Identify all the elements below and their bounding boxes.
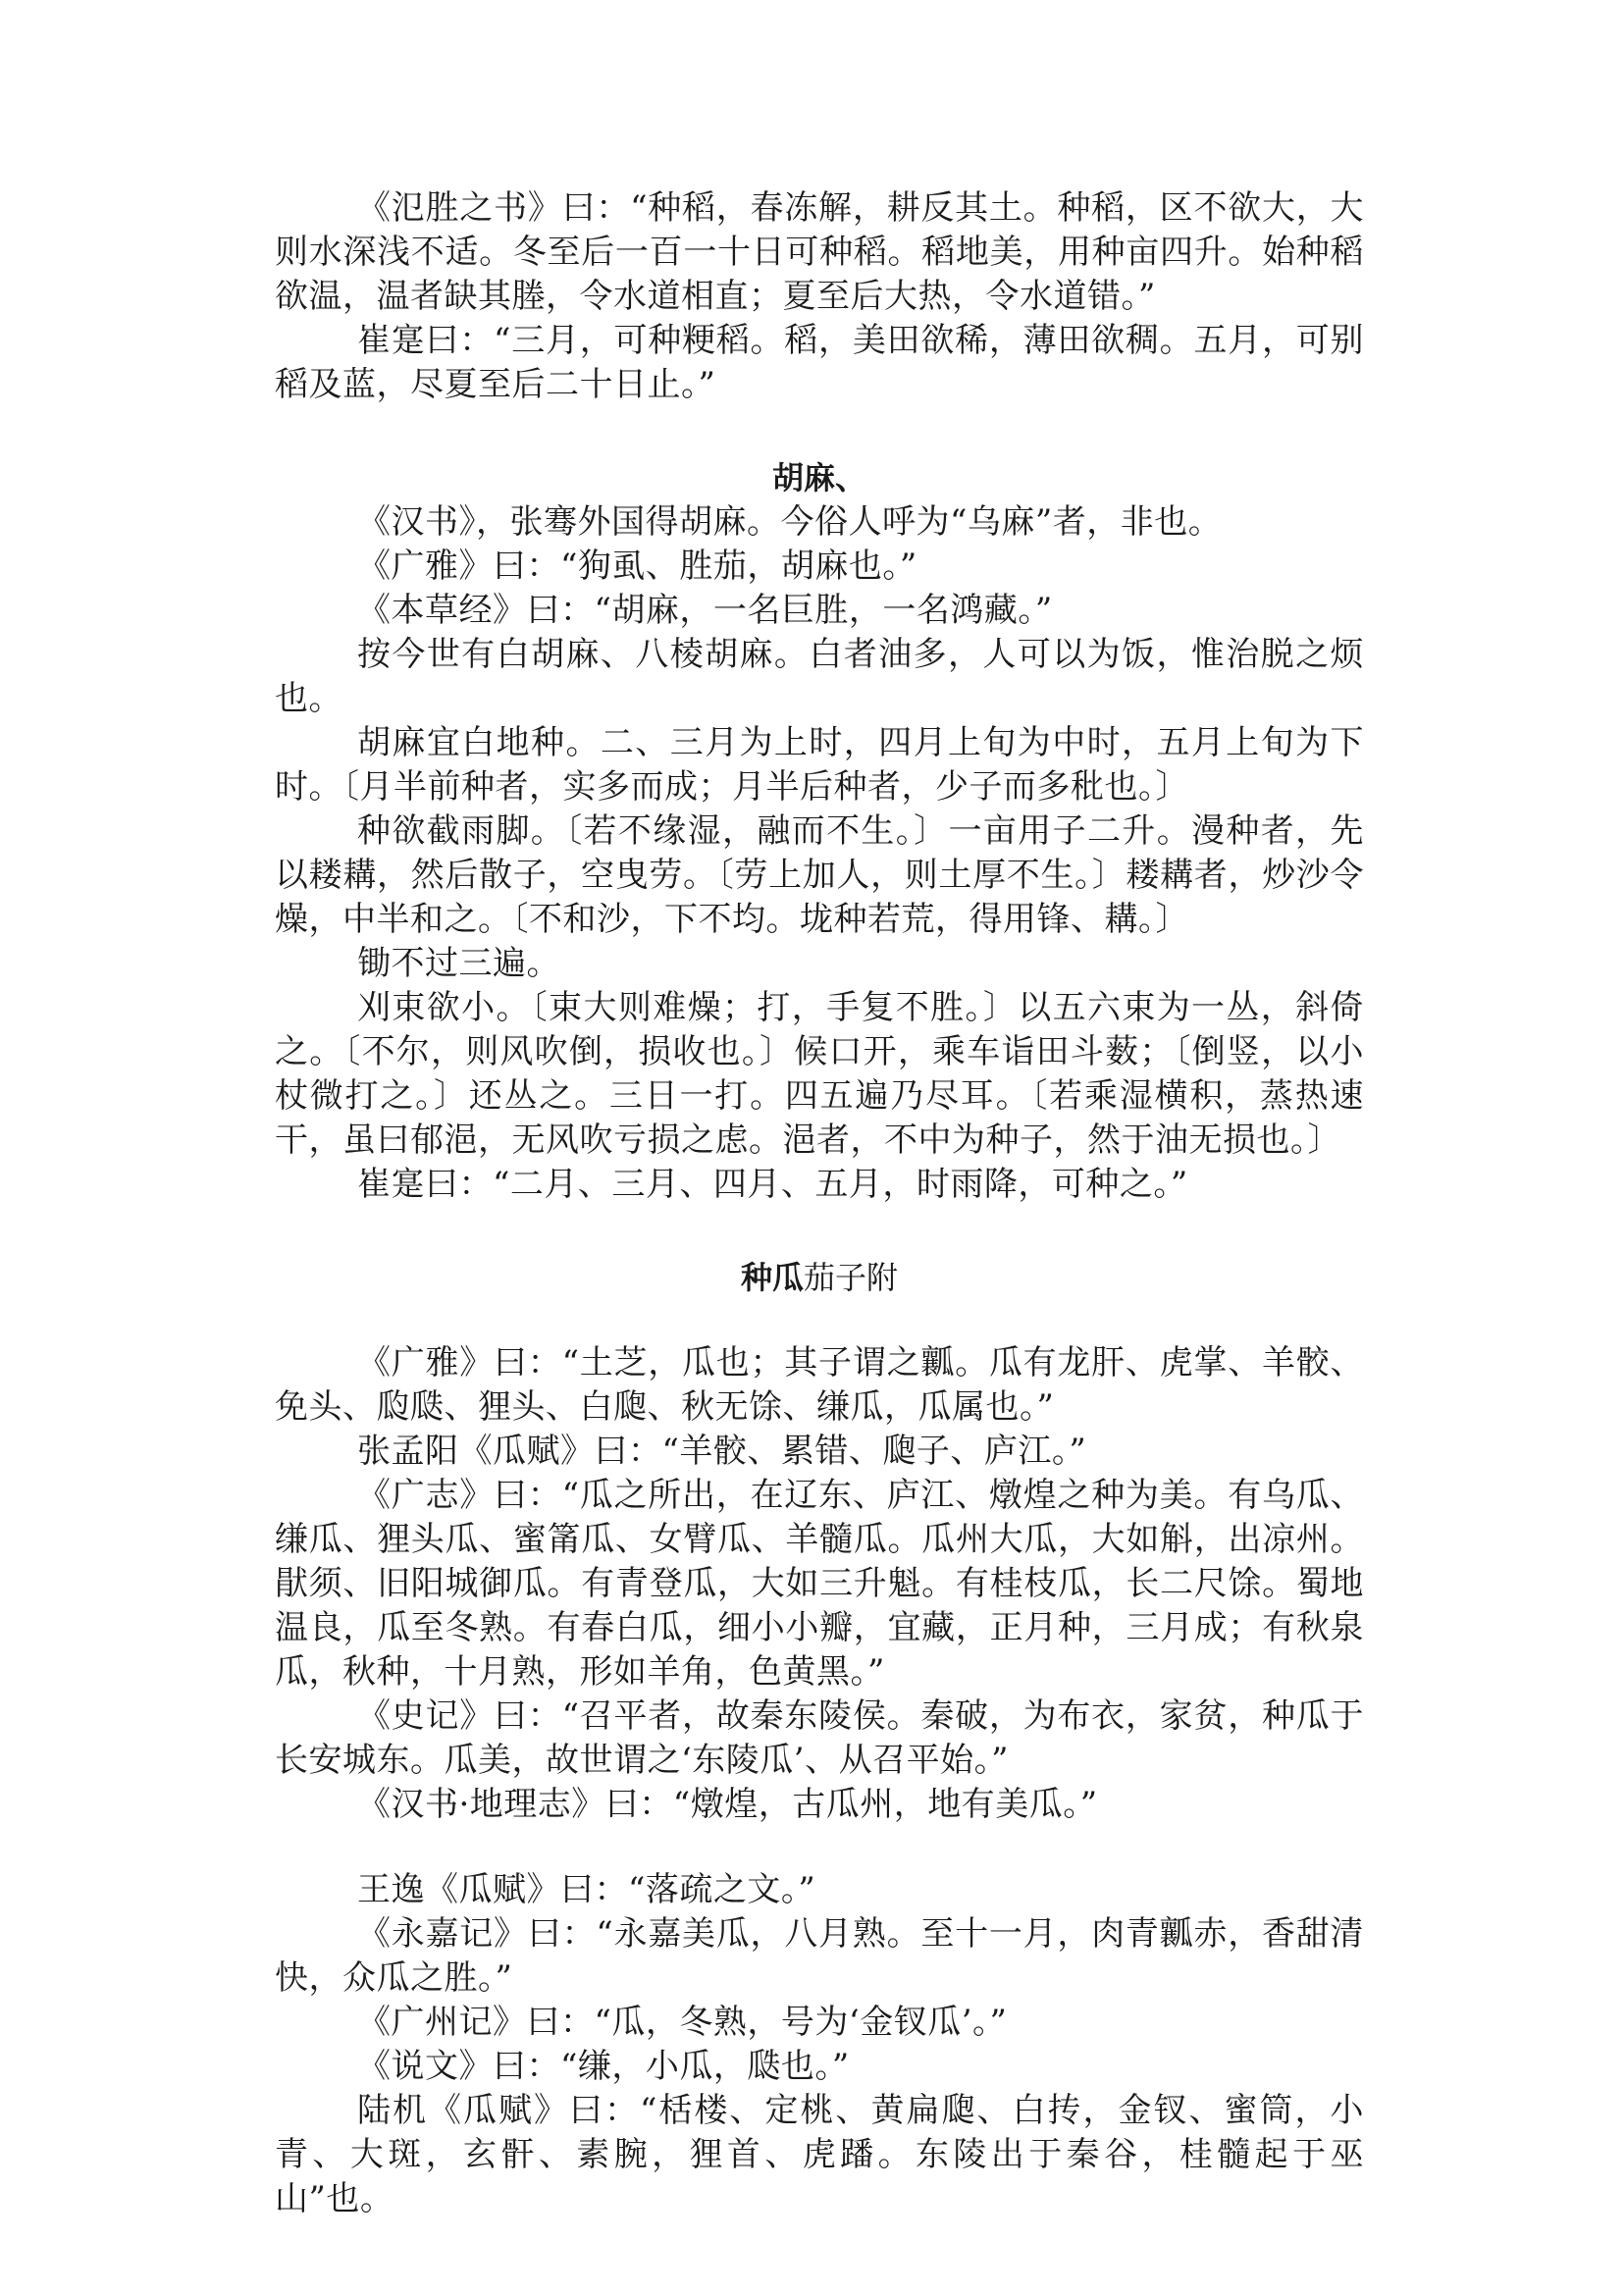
paragraph: 《广州记》曰：“瓜，冬熟，号为‘金钗瓜’。” (357, 2003, 1008, 2042)
paragraph: 《广志》曰：“瓜之所出，在辽东、庐江、燉煌之种为美。有乌瓜、缣瓜、狸头瓜、蜜筩瓜、女臂瓜、羊髓瓜。瓜州大瓜，大如斛，出凉州。猒须、旧阳城御瓜。有青登瓜，大如三升魁。有桂枝瓜，长二尺馀。蜀地温良，瓜至冬熟。有春白瓜，细小小瓣，宜藏，正月种，三月成；有秋泉瓜，秋种，十月熟，形如羊角，色黄黑。” (275, 1476, 1364, 1692)
paragraph: 刈束欲小。〔束大则难燥；打，手复不胜。〕以五六束为一丛，斜倚之。〔不尔，则风吹倒，损收也。〕候口开，乘车诣田斗薮；〔倒竖，以小杖微打之。〕还丛之。三日一打。四五遍乃尽耳。〔若乘湿横积，蒸热速干，虽曰郁浥，无风吹亏损之虑。浥者，不中为种子，然于油无损也。〕 (275, 988, 1364, 1160)
paragraph: 锄不过三遍。 (357, 944, 560, 983)
heading-suffix: 茄子附 (804, 1259, 899, 1296)
paragraph: 《广雅》曰：“土芝，瓜也；其子谓之瓤。瓜有龙肝、虎掌、羊骹、免头、瓝瓞、狸头、白瓟、秋无馀、缣瓜，瓜属也。” (275, 1343, 1364, 1427)
paragraph: 《汉书》，张骞外国得胡麻。今俗人呼为“乌麻”者，非也。 (357, 502, 1223, 542)
paragraph: 《说文》曰：“缣，小瓜，瓞也。” (357, 2047, 850, 2086)
paragraph: 崔寔曰：“三月，可种粳稻。稻，美田欲稀，薄田欲稠。五月，可别稻及蓝，尽夏至后二十日止。” (275, 321, 1364, 404)
paragraph: 王逸《瓜赋》曰：“落疏之文。” (357, 1870, 816, 1909)
paragraph: 按今世有白胡麻、八棱胡麻。白者油多，人可以为饭，惟治脱之烦也。 (275, 635, 1364, 718)
document-page (275, 186, 1364, 2221)
section-heading-melon (275, 1256, 1364, 1300)
section-heading-sesame (275, 456, 1364, 500)
paragraph: 《永嘉记》曰：“永嘉美瓜，八月熟。至十一月，肉青瓤赤，香甜清快，众瓜之胜。” (275, 1914, 1364, 1998)
paragraph: 《本草经》曰：“胡麻，一名巨胜，一名鸿藏。” (357, 591, 1053, 630)
heading-text: 种瓜 (740, 1259, 804, 1296)
paragraph: 张孟阳《瓜赋》曰：“羊骹、累错、瓟子、庐江。” (357, 1432, 1087, 1471)
paragraph: 《广雅》曰：“狗虱、胜茄，胡麻也。” (357, 547, 917, 586)
paragraph: 《氾胜之书》曰：“种稻，春冻解，耕反其土。种稻，区不欲大，大则水深浅不适。冬至后一百一十日可种稻。稻地美，用种亩四升。始种稻欲温，温者缺其塍，令水道相直；夏至后大热，令水道错。” (275, 188, 1364, 316)
paragraph: 《汉书·地理志》曰：“燉煌，古瓜州，地有美瓜。” (357, 1785, 1098, 1824)
paragraph: 崔寔曰：“二月、三月、四月、五月，时雨降，可种之。” (357, 1165, 1188, 1204)
paragraph: 陆机《瓜赋》曰：“栝楼、定桃、黄扁瓟、白抟，金钗、蜜筒，小青、大斑，玄骭、素腕，狸首、虎蹯。东陵出于秦谷，桂髓起于巫山”也。 (275, 2091, 1364, 2218)
paragraph: 《史记》曰：“召平者，故秦东陵侯。秦破，为布衣，家贫，种瓜于长安城东。瓜美，故世谓之‘东陵瓜’、从召平始。” (275, 1696, 1364, 1780)
paragraph: 胡麻宜白地种。二、三月为上时，四月上旬为中时，五月上旬为下时。〔月半前种者，实多而成；月半后种者，少子而多秕也。〕 (275, 723, 1364, 807)
heading-text: 胡麻、 (771, 459, 866, 496)
paragraph: 种欲截雨脚。〔若不缘湿，融而不生。〕一亩用子二升。漫种者，先以耧耩，然后散子，空曳劳。〔劳上加人，则土厚不生。〕耧耩者，炒沙令燥，中半和之。〔不和沙，下不均。垅种若荒，得用锋、耩。〕 (275, 811, 1364, 939)
